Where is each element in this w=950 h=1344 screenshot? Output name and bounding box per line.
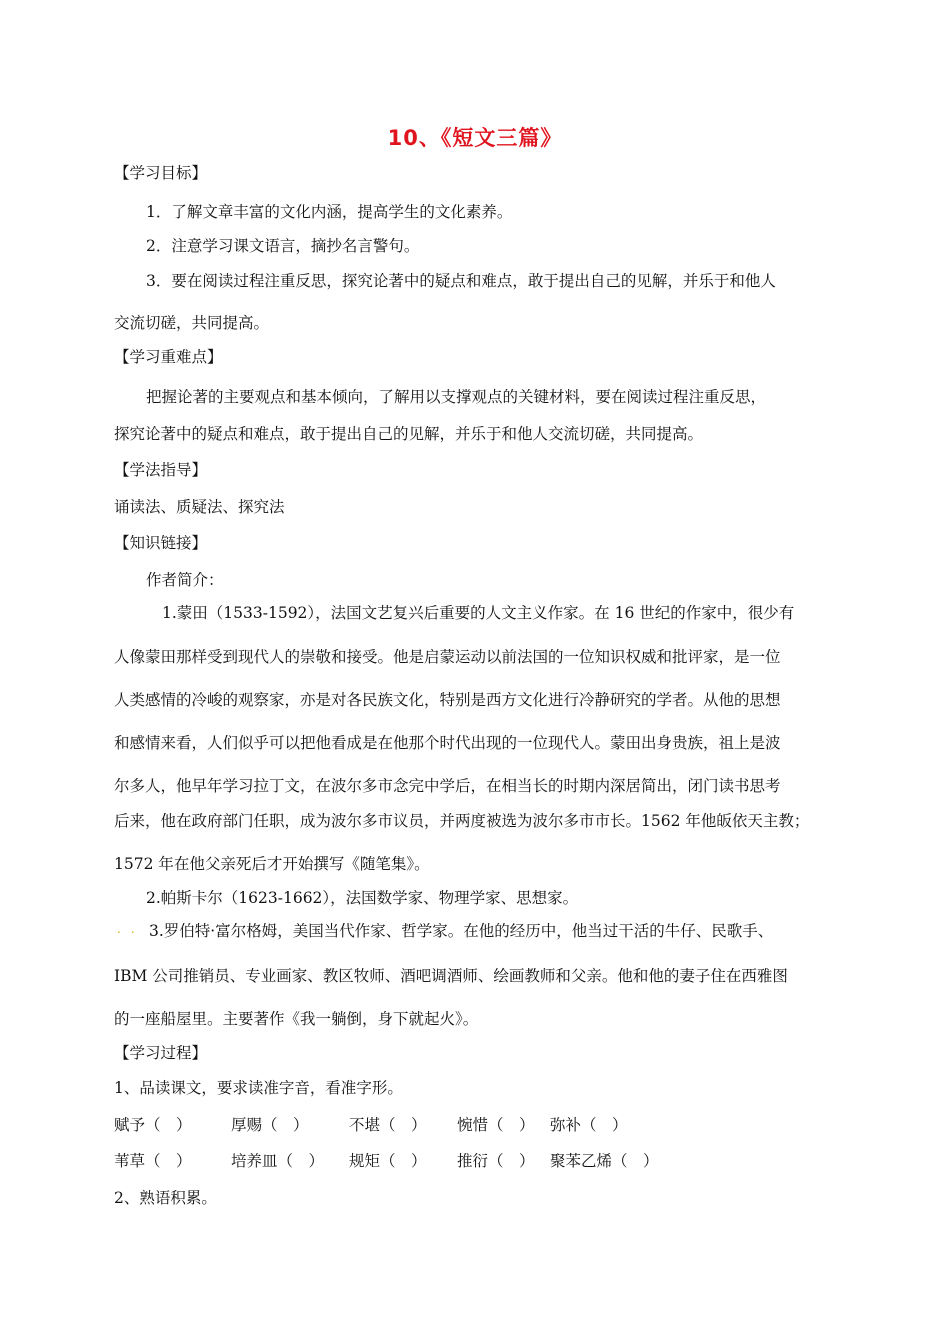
word-item: 苇草（ ）: [114, 1152, 192, 1170]
montaigne-line-4: 和感情来看，人们似乎可以把他看成是在他那个时代出现的一位现代人。蒙田出身贵族，祖上是波: [114, 734, 781, 752]
decorative-dots: ..: [117, 922, 145, 936]
montaigne-line-1: 1.蒙田（1533-1592），法国文艺复兴后重要的人文主义作家。在 16 世纪的作家中，很少有: [162, 604, 795, 622]
fulghum-line-2: IBM 公司推销员、专业画家、教区牧师、酒吧调酒师、绘画教师和父亲。他和他的妻子住在西雅图: [114, 967, 788, 985]
goal-3: 3．要在阅读过程注重反思，探究论著中的疑点和难点，敢于提出自己的见解，并乐于和他人: [146, 272, 776, 290]
key-line-2: 探究论著中的疑点和难点，敢于提出自己的见解，并乐于和他人交流切磋，共同提高。: [114, 425, 704, 443]
page-title: 10、《短文三篇》: [387, 126, 563, 150]
word-item: 培养皿（ ）: [231, 1152, 325, 1170]
key-heading: 【学习重难点】: [114, 348, 223, 366]
process-heading: 【学习过程】: [114, 1044, 208, 1062]
key-line-1: 把握论著的主要观点和基本倾向，了解用以支撑观点的关键材料，要在阅读过程注重反思，: [146, 388, 767, 406]
goal-2: 2．注意学习课文语言，摘抄名言警句。: [146, 237, 420, 255]
fulghum-line-3: 的一座船屋里。主要著作《我一躺倒，身下就起火》。: [114, 1010, 479, 1028]
word-item: 弥补（ ）: [550, 1116, 628, 1134]
montaigne-line-7: 1572 年在他父亲死后才开始撰写《随笔集》。: [114, 855, 430, 873]
link-heading: 【知识链接】: [114, 534, 208, 552]
goals-heading: 【学习目标】: [114, 164, 208, 182]
pascal-line: 2.帕斯卡尔（1623-1662），法国数学家、物理学家、思想家。: [146, 889, 579, 907]
word-item: 推衍（ ）: [457, 1152, 535, 1170]
words-row-1: [0, 1115, 950, 1137]
method-text: 诵读法、质疑法、探究法: [114, 498, 285, 516]
method-heading: 【学法指导】: [114, 461, 208, 479]
word-item: 惋惜（ ）: [457, 1116, 535, 1134]
word-item: 厚赐（ ）: [231, 1116, 309, 1134]
montaigne-line-3: 人类感情的冷峻的观察家，亦是对各民族文化，特别是西方文化进行冷静研究的学者。从他的思想: [114, 691, 781, 709]
montaigne-line-2: 人像蒙田那样受到现代人的崇敬和接受。他是启蒙运动以前法国的一位知识权威和批评家，是一位: [114, 648, 781, 666]
step-1: 1、品读课文，要求读准字音，看准字形。: [114, 1079, 403, 1097]
word-item: 规矩（ ）: [349, 1152, 427, 1170]
goal-1: 1．了解文章丰富的文化内涵，提高学生的文化素养。: [146, 203, 513, 221]
word-item: 赋予（ ）: [114, 1116, 192, 1134]
fulghum-line-1: 3.罗伯特·富尔格姆，美国当代作家、哲学家。在他的经历中，他当过干活的牛仔、民歌手、: [149, 922, 774, 940]
words-row-2: [0, 1151, 950, 1173]
word-item: 聚苯乙烯（ ）: [550, 1152, 659, 1170]
word-item: 不堪（ ）: [349, 1116, 427, 1134]
author-intro: 作者简介：: [146, 571, 224, 589]
step-2: 2、熟语积累。: [114, 1189, 217, 1207]
montaigne-line-6: 后来，他在政府部门任职，成为波尔多市议员，并两度被选为波尔多市市长。1562 年他皈依天主教；: [114, 812, 810, 830]
goal-3-cont: 交流切磋，共同提高。: [114, 314, 270, 332]
montaigne-line-5: 尔多人，他早年学习拉丁文，在波尔多市念完中学后，在相当长的时期内深居简出，闭门读书思考: [114, 777, 781, 795]
